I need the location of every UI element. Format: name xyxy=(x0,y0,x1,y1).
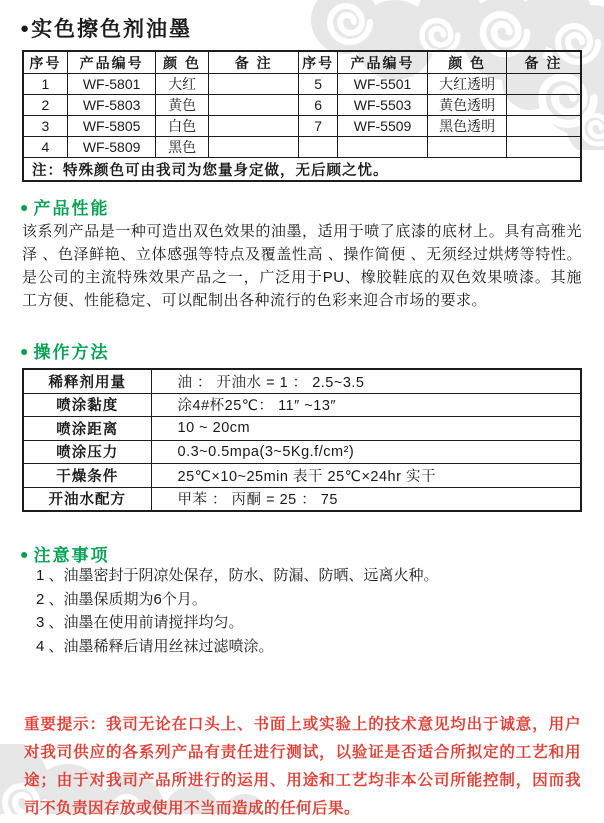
table-cell: 白色 xyxy=(156,116,208,137)
section-heading-text: 注意事项 xyxy=(33,546,110,565)
table-header-row xyxy=(23,51,581,74)
table-cell: 黄色 xyxy=(156,95,208,116)
row-label: 干燥条件 xyxy=(23,464,151,488)
section-bullet-icon: ● xyxy=(20,545,29,562)
table-cell: 4 xyxy=(23,137,67,158)
table-cell xyxy=(299,137,337,158)
table-row xyxy=(23,464,581,488)
table-row xyxy=(23,393,581,417)
row-value: 油 ： 开油水 = 1 ： 2.5~3.5 xyxy=(151,369,581,393)
table-cell: WF-5503 xyxy=(337,95,428,116)
section-heading-text: 产品性能 xyxy=(33,199,110,218)
important-notice-text: 重要提示：我司无论在口头上、书面上或实验上的技术意见均出于诚意，用户对我司供应的各系列产品有责任进行测试，以验证是否适合所拟定的工艺和用途；由于对我司产品所进行的运用、用途和工艺均非本公司所能控制，因而我司不负责因存放或使用不当而造成的任何后果。 xyxy=(24,716,581,817)
table-row xyxy=(23,116,581,137)
row-value: 0.3~0.5mpa(3~5Kg.f/cm²) xyxy=(151,440,581,464)
section-bullet-icon: ● xyxy=(20,198,29,215)
table-cell: 大红 xyxy=(156,74,208,95)
table-cell: 5 xyxy=(299,74,337,95)
table-row xyxy=(23,74,581,95)
table-cell: 6 xyxy=(299,95,337,116)
table-cell: 3 xyxy=(23,116,67,137)
section-heading-precautions xyxy=(20,541,109,566)
table-cell: WF-5801 xyxy=(67,74,156,95)
table-cell: 黄色透明 xyxy=(428,95,507,116)
page-title xyxy=(20,13,192,43)
table-cell: WF-5805 xyxy=(67,116,156,137)
table-cell xyxy=(506,74,581,95)
product-code-table xyxy=(22,50,582,182)
row-value: 25℃×10~25min 表干 25℃×24hr 实干 xyxy=(151,464,581,488)
table-cell: 7 xyxy=(299,116,337,137)
header-cell: 颜 色 xyxy=(156,51,208,74)
row-label: 喷涂黏度 xyxy=(23,393,151,417)
precaution-item: 4 、油墨稀释后请用丝袜过滤喷涂。 xyxy=(36,637,274,655)
title-bullet-icon: ● xyxy=(20,19,30,37)
header-cell: 备 注 xyxy=(506,51,581,74)
precaution-item: 1 、油墨密封于阴凉处保存，防水、防漏、防晒、远离火种。 xyxy=(36,567,439,584)
table-row xyxy=(23,369,581,393)
table-row xyxy=(23,417,581,441)
table-cell: WF-5809 xyxy=(67,137,156,158)
table-row xyxy=(23,440,581,464)
precaution-item: 2 、油墨保质期为6个月。 xyxy=(36,590,207,608)
section-heading-performance xyxy=(20,194,109,219)
table-cell: 1 xyxy=(23,74,67,95)
table-cell: 黑色透明 xyxy=(428,116,507,137)
precaution-item: 3 、油墨在使用前请搅拌均匀。 xyxy=(36,614,244,631)
page-title-text: 实色擦色剂油墨 xyxy=(31,18,193,41)
header-cell: 颜 色 xyxy=(428,51,507,74)
table-cell: WF-5501 xyxy=(337,74,428,95)
section-bullet-icon: ● xyxy=(20,342,29,359)
table-cell xyxy=(506,116,581,137)
row-label: 开油水配方 xyxy=(23,487,151,511)
table-row xyxy=(23,487,581,511)
table-cell xyxy=(208,74,299,95)
table-cell xyxy=(506,95,581,116)
operation-method-table xyxy=(22,368,582,512)
row-label: 喷涂压力 xyxy=(23,440,151,464)
table-cell xyxy=(208,137,299,158)
table-row xyxy=(23,95,581,116)
header-cell: 备 注 xyxy=(208,51,299,74)
performance-body-text: 该系列产品是一种可造出双色效果的油墨，适用于喷了底漆的底材上。具有高雅光泽 、色泽鲜艳、立体感强等特点及覆盖性高 、操作简便 、无须经过烘烤等特性。是公司的主流特殊效果产品之一，广泛用于PU、橡胶鞋底的双色效果喷漆。其施工方便、性能稳定、可以配制出各种流行的色彩来迎合市场的要求。 xyxy=(22,223,582,309)
table-cell: WF-5509 xyxy=(337,116,428,137)
precaution-list xyxy=(36,564,586,658)
table-cell xyxy=(208,95,299,116)
header-cell: 产品编号 xyxy=(67,51,156,74)
row-value: 10 ~ 20cm xyxy=(151,417,581,441)
table-note: 注：特殊颜色可由我司为您量身定做，无后顾之忧。 xyxy=(23,158,581,182)
table-cell: 大红透明 xyxy=(428,74,507,95)
table-note-row xyxy=(23,158,581,182)
table-row xyxy=(23,137,581,158)
table-cell: 2 xyxy=(23,95,67,116)
header-cell: 序号 xyxy=(299,51,337,74)
table-cell xyxy=(506,137,581,158)
table-cell xyxy=(428,137,507,158)
table-cell: 黑色 xyxy=(156,137,208,158)
row-value: 甲苯 ： 丙酮 = 25 ： 75 xyxy=(151,487,581,511)
section-heading-operation xyxy=(20,338,109,363)
table-cell: WF-5803 xyxy=(67,95,156,116)
section-heading-text: 操作方法 xyxy=(33,343,110,362)
header-cell: 序号 xyxy=(23,51,67,74)
table-cell xyxy=(337,137,428,158)
row-label: 稀释剂用量 xyxy=(23,369,151,393)
table-cell xyxy=(208,116,299,137)
header-cell: 产品编号 xyxy=(337,51,428,74)
row-label: 喷涂距离 xyxy=(23,417,151,441)
row-value: 涂4#杯25℃： 11″ ~13″ xyxy=(151,393,581,417)
